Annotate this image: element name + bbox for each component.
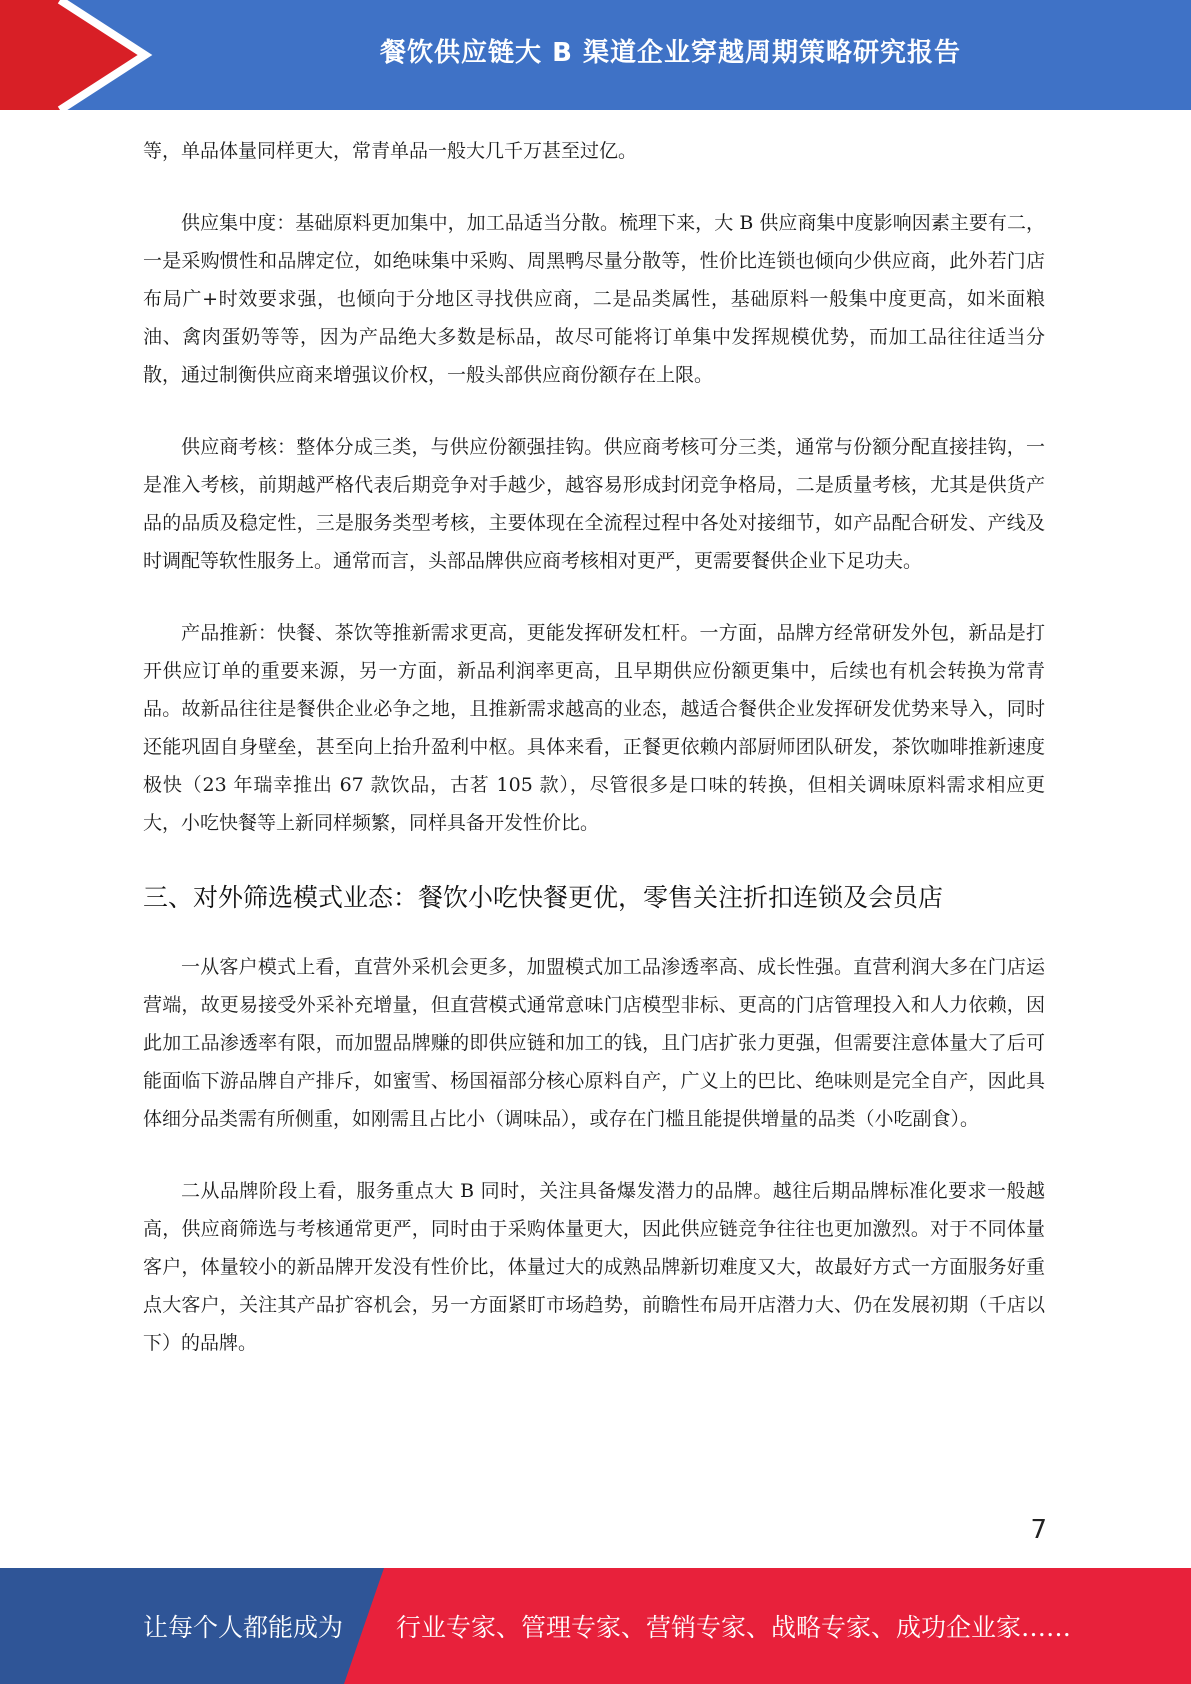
paragraph-customer-model: 一从客户模式上看，直营外采机会更多，加盟模式加工品渗透率高、成长性强。直营利润大多在门店运营端，故更易接受外采补充增量，但直营模式通常意味门店模型非标、更高的门店管理投入和人力依赖，因此加工品渗透率有限，而加盟品牌赚的即供应链和加工的钱，且门店扩张力更强，但需要注意体量大了后可能面临下游品牌自产排斥，如蜜雪、杨国福部分核心原料自产，广义上的巴比、绝味则是完全自产，因此具体细分品类需有所侧重，如刚需且占比小（调味品），或存在门槛且能提供增量的品类（小吃副食）。 (143, 956, 1045, 1130)
report-title: 餐饮供应链大 B 渠道企业穿越周期策略研究报告 (380, 37, 961, 68)
section-heading: 三、对外筛选模式业态：餐饮小吃快餐更优，零售关注折扣连锁及会员店 (143, 883, 944, 912)
page-footer (0, 1568, 1191, 1684)
footer-slogan-left: 让每个人都能成为 (143, 1613, 344, 1642)
document-body (143, 132, 1045, 1396)
footer-slogan-right: 行业专家、管理专家、营销专家、战略专家、成功企业家…… (396, 1613, 1072, 1642)
page-number: 7 (1030, 1515, 1047, 1545)
paragraph-brand-stage: 二从品牌阶段上看，服务重点大 B 同时，关注具备爆发潜力的品牌。越往后期品牌标准化要求一般越高，供应商筛选与考核通常更严，同时由于采购体量更大，因此供应链竞争往往也更加激烈。对于不同体量客户，体量较小的新品牌开发没有性价比，体量过大的成熟品牌新切难度又大，故最好方式一方面服务好重点大客户，关注其产品扩容机会，另一方面紧盯市场趋势，前瞻性布局开店潜力大、仍在发展初期（千店以下）的品牌。 (143, 1180, 1045, 1354)
paragraph-supplier-assessment: 供应商考核：整体分成三类，与供应份额强挂钩。供应商考核可分三类，通常与份额分配直接挂钩，一是准入考核，前期越严格代表后期竞争对手越少，越容易形成封闭竞争格局，二是质量考核，尤其是供货产品的品质及稳定性，三是服务类型考核，主要体现在全流程过程中各处对接细节，如产品配合研发、产线及时调配等软性服务上。通常而言，头部品牌供应商考核相对更严，更需要餐供企业下足功夫。 (143, 436, 1045, 572)
paragraph-product-launch: 产品推新：快餐、茶饮等推新需求更高，更能发挥研发杠杆。一方面，品牌方经常研发外包，新品是打开供应订单的重要来源，另一方面，新品利润率更高，且早期供应份额更集中，后续也有机会转换为常青品。故新品往往是餐供企业必争之地，且推新需求越高的业态，越适合餐供企业发挥研发优势来导入，同时还能巩固自身壁垒，甚至向上抬升盈利中枢。具体来看，正餐更依赖内部厨师团队研发，茶饮咖啡推新速度极快（23 年瑞幸推出 67 款饮品，古茗 105 款），尽管很多是口味的转换，但相关调味原料需求相应更大，小吃快餐等上新同样频繁，同样具备开发性价比。 (143, 622, 1045, 834)
paragraph-continuation: 等，单品体量同样更大，常青单品一般大几千万甚至过亿。 (143, 140, 638, 162)
paragraph-supply-concentration: 供应集中度：基础原料更加集中，加工品适当分散。梳理下来，大 B 供应商集中度影响因素主要有二，一是采购惯性和品牌定位，如绝味集中采购、周黑鸭尽量分散等，性价比连锁也倾向少供应商，此外若门店布局广+时效要求强，也倾向于分地区寻找供应商，二是品类属性，基础原料一般集中度更高，如米面粮油、禽肉蛋奶等等，因为产品绝大多数是标品，故尽可能将订单集中发挥规模优势，而加工品往往适当分散，通过制衡供应商来增强议价权，一般头部供应商份额存在上限。 (143, 212, 1045, 386)
page-header (0, 0, 1191, 110)
